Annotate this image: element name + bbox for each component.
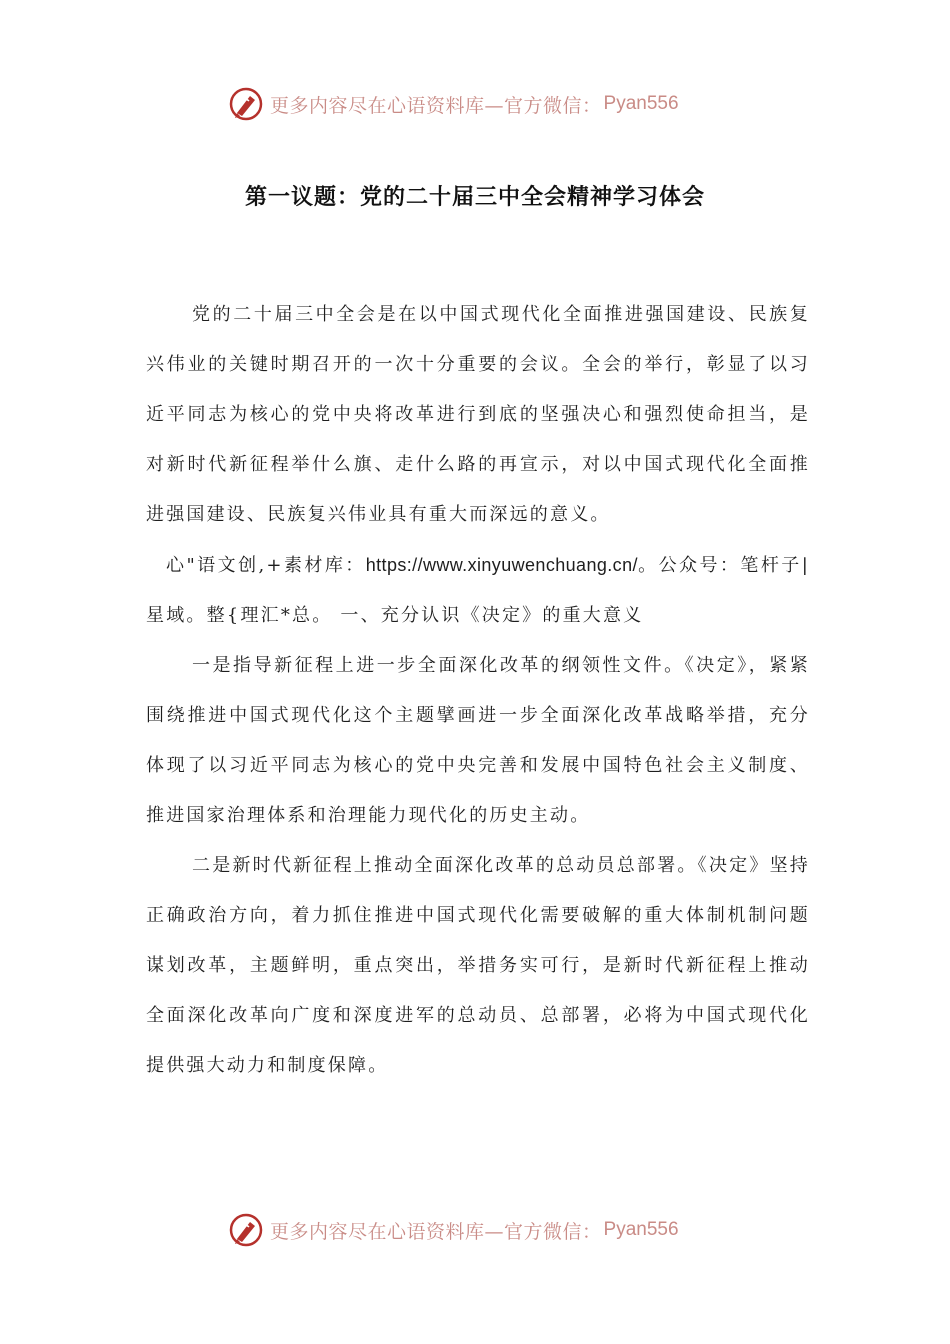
paragraph-point-one: 一是指导新征程上进一步全面深化改革的纲领性文件。《决定》，紧紧围绕推进中国式现代化这个主题擘画进一步全面深化改革战略举措，充分体现了以习近平同志为核心的党中央完善和发展中国特色社会主义制度、推进国家治理体系和治理能力现代化的历史主动。 [146, 655, 810, 826]
banner-promo-text: 更多内容尽在心语资料库—官方微信： [270, 94, 602, 117]
source-note-prefix: 心"语文创,+素材库： [166, 555, 366, 576]
paragraph-intro: 党的二十届三中全会是在以中国式现代化全面推进强国建设、民族复兴伟业的关键时期召开的一次十分重要的会议。全会的举行，彰显了以习近平同志为核心的党中央将改革进行到底的坚强决心和强烈使命担当，是对新时代新征程举什么旗、走什么路的再宣示，对以中国式现代化全面推进强国建设、民族复兴伟业具有重大而深远的意义。 [146, 304, 810, 525]
banner-wechat-id: Pyan556 [603, 1219, 679, 1240]
footer-banner [228, 1210, 679, 1250]
document-title: 第一议题：党的二十届三中全会精神学习体会 [244, 185, 705, 210]
banner-wechat-id: Pyan556 [603, 93, 679, 114]
header-banner [228, 84, 679, 124]
paragraph-point-two: 二是新时代新征程上推动全面深化改革的总动员总部署。《决定》坚持正确政治方向，着力抓住推进中国式现代化需要破解的重大体制机制问题谋划改革，主题鲜明，重点突出，举措务实可行，是新时代新征程上推动全面深化改革向广度和深度进军的总动员、总部署，必将为中国式现代化提供强大动力和制度保障。 [146, 855, 810, 1076]
document-body [146, 290, 810, 1091]
source-url-link[interactable]: https://www.xinyuwenchuang.cn/ [365, 555, 638, 575]
pen-nib-logo-icon [228, 86, 264, 122]
banner-promo-text: 更多内容尽在心语资料库—官方微信： [270, 1220, 602, 1243]
source-note-suffix: 。公众号：笔杆子|星域。整{理汇*总。 一、充分认识《决定》的重大意义 [146, 555, 810, 626]
paragraph-source-note [146, 540, 810, 641]
pen-nib-logo-icon [228, 1212, 264, 1248]
